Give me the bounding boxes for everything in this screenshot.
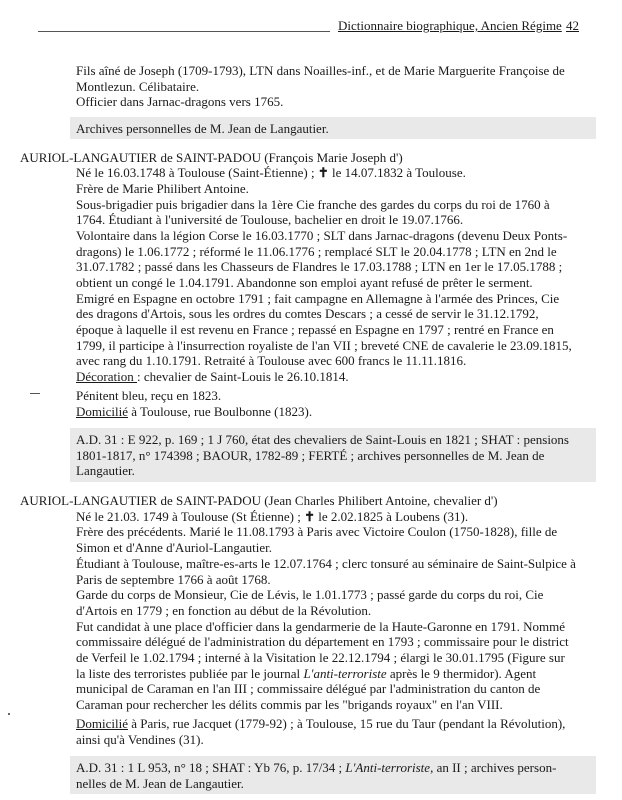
entry-heading: AURIOL-LANGAUTIER de SAINT-PADOU (François Marie Joseph d') (20, 150, 403, 165)
text-line: Sous-brigadier puis brigadier dans la 1ère Cie franche des gardes du corps du roi de 1760 à (76, 197, 550, 212)
text-line: obtient un congé le 1.04.1791. Abandonne son emploi ayant refusé de prêter le serment. (76, 275, 533, 290)
source-line: A.D. 31 : 1 L 953, n° 18 ; SHAT : Yb 76, p. 17/34 ; L'Anti-terroriste, an II ; archives person- (76, 760, 557, 775)
header-title: Dictionnaire biographique, Ancien Régime (338, 18, 562, 33)
source-line: A.D. 31 : E 922, p. 169 ; 1 J 760, état des chevaliers de Saint-Louis en 1821 ; SHAT : pensions (76, 432, 569, 447)
domicile-line: Domicilié à Paris, rue Jacquet (1779-92) ; à Toulouse, 15 rue du Taur (pendant la Révolution), (76, 716, 566, 731)
domicile-line: Domicilié à Toulouse, rue Boulbonne (1823). (76, 404, 313, 419)
entry-heading: AURIOL-LANGAUTIER de SAINT-PADOU (Jean Charles Philibert Antoine, chevalier d') (20, 493, 498, 508)
header-rule (38, 31, 330, 32)
text-line: Fils aîné de Joseph (1709-1793), LTN dans Noailles-inf., et de Marie Marguerite Françoise de (76, 63, 565, 78)
text-line: Montlezun. Célibataire. (76, 79, 200, 94)
source-line: 1801-1817, n° 174398 ; BAOUR, 1782-89 ; FERTÉ ; archives personnelles de M. Jean de (76, 448, 545, 463)
text-line: dragons) le 1.06.1772 ; réformé le 11.06.1776 ; remplacé SLT le 20.04.1778 ; LTN en 2nd le (76, 244, 557, 259)
text-line: 1764. Étudiant à l'université de Toulouse, bachelier en droit le 19.07.1766. (76, 212, 464, 227)
text-line: Frère des précédents. Marié le 11.08.1793 à Paris avec Victoire Coulon (1750-1828), fille de (76, 524, 558, 539)
text-line: de Verfeil le 1.02.1794 ; interné à la Visitation le 22.12.1794 ; élargi le 30.01.1795 (Figure sur (76, 650, 565, 665)
text-line: Officier dans Jarnac-dragons vers 1765. (76, 94, 284, 109)
text-line: Paris de septembre 1766 à août 1768. (76, 572, 271, 587)
margin-mark (8, 713, 10, 715)
text-line: Caraman pour rechercher les délits commis par les "brigands royaux" en l'an VIII. (76, 697, 503, 712)
source-line: nelles de M. Jean de Langautier. (76, 776, 244, 791)
text-line: Étudiant à Toulouse, maître-es-arts le 12.07.1764 ; clerc tonsuré au séminaire de Saint-Sulpice à (76, 556, 576, 571)
source-line: Archives personnelles de M. Jean de Langautier. (76, 121, 329, 136)
text-line: ainsi qu'à Vendines (31). (76, 732, 204, 747)
text-line: Simon et d'Anne d'Auriol-Langautier. (76, 540, 273, 555)
text-line: Frère de Marie Philibert Antoine. (76, 181, 249, 196)
decoration-line: Décoration : chevalier de Saint-Louis le 26.10.1814. (76, 369, 349, 384)
text-line: Emigré en Espagne en octobre 1791 ; fait campagne en Allemagne à l'armée des Princes, Cie (76, 291, 560, 306)
text-line: Volontaire dans la légion Corse le 16.03.1770 ; SLT dans Jarnac-dragons (devenu Deux Ponts- (76, 228, 568, 243)
text-line: d'Artois en 1779 ; en fonction au début de la Révolution. (76, 603, 372, 618)
text-line: la liste des terroristes publiée par le journal L'anti-terroriste après le 9 thermidor). Agent (76, 666, 537, 681)
text-line: Garde du corps de Monsieur, Cie de Lévis, le 1.01.1773 ; passé garde du corps du roi, Cie (76, 587, 544, 602)
text-line: 1799, il participe à l'insurrection royaliste de l'an VII ; breveté CNE de cavalerie le 23.09.1815, (76, 338, 572, 353)
death-cross-icon: ✝ (317, 165, 329, 180)
margin-mark (30, 393, 40, 394)
text-line: Pénitent bleu, reçu en 1823. (76, 388, 222, 403)
page-header (38, 14, 598, 36)
text-line: des dragons d'Artois, sous les ordres du comtes Descars ; a cessé de servir le 31.12.1792, (76, 306, 539, 321)
text-line: 31.07.1782 ; passé dans les Chasseurs de Flandres le 17.03.1788 ; LTN en 1er le 17.05.1788 ; (76, 259, 563, 274)
death-cross-icon: ✝ (304, 509, 316, 524)
birth-line: Né le 16.03.1748 à Toulouse (Saint-Étienne) ; ✝ le 14.07.1832 à Toulouse. (76, 165, 466, 180)
page-number: 42 (566, 18, 579, 33)
text-line: commissaire délégué de l'administration du département en 1793 ; commissaire pour le district (76, 634, 569, 649)
text-line: municipal de Caraman en l'an III ; commissaire délégué par l'administration du canton de (76, 681, 541, 696)
source-line: Langautier. (76, 463, 135, 478)
birth-line: Né le 21.03. 1749 à Toulouse (St Étienne) ; ✝ le 2.02.1825 à Loubens (31). (76, 509, 469, 524)
text-line: Fut candidat à une place d'officier dans la gendarmerie de la Haute-Garonne en 1791. Nommé (76, 619, 566, 634)
text-line: époque à laquelle il est revenu en France ; repassé en Espagne en 1797 ; rentré en France en (76, 322, 554, 337)
text-line: avec rang du 1.10.1791. Retraité à Toulouse avec 600 francs le 11.11.1816. (76, 353, 467, 368)
